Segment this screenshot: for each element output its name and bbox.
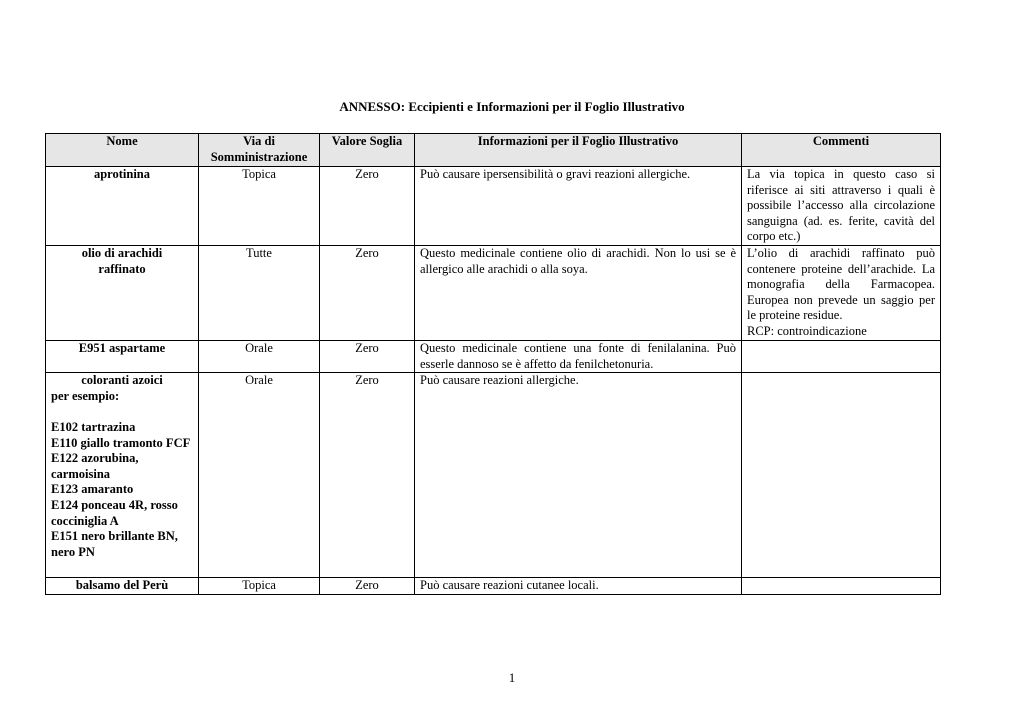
cell-commenti (742, 578, 941, 595)
table-row (46, 167, 941, 246)
cell-commenti (742, 373, 941, 578)
cell-nome (46, 167, 199, 246)
nome-line: olio di arachidi (81, 245, 163, 260)
cell-commenti (742, 245, 941, 340)
cell-info: Questo medicinale contiene olio di arachidi. Non lo usi se è allergico alle arachidi o alla soya. (415, 245, 742, 340)
cell-soglia: Zero (320, 373, 415, 578)
commenti-line: RCP: controindicazione (747, 323, 867, 338)
nome-list-item: E123 amaranto (51, 482, 134, 497)
cell-soglia: Zero (320, 245, 415, 340)
header-via (199, 134, 320, 167)
nome-line: per esempio: (51, 388, 120, 403)
table-row (46, 578, 941, 595)
excipients-table (45, 133, 941, 595)
header-commenti: Commenti (742, 134, 941, 167)
nome-list-item: E124 ponceau 4R, rosso cocciniglia A (51, 497, 178, 528)
nome-line: coloranti azoici (81, 373, 163, 388)
header-via-line2: Somministrazione (210, 149, 308, 164)
nome-line: balsamo del Perù (75, 578, 169, 593)
nome-list-item: E102 tartrazina (51, 419, 136, 434)
cell-info: Può causare reazioni cutanee locali. (415, 578, 742, 595)
commenti-line: La via topica in questo caso si riferisce ai siti attraverso i quali è possibile l’accesso alla circolazione sanguigna (ad. es. ferite, cavità del corpo etc.) (747, 167, 935, 244)
cell-info: Può causare ipersensibilità o gravi reazioni allergiche. (415, 167, 742, 246)
cell-soglia: Zero (320, 340, 415, 372)
cell-nome (46, 340, 199, 372)
header-via-line1: Via di (243, 134, 275, 148)
cell-via: Tutte (199, 245, 320, 340)
table-header-row (46, 134, 941, 167)
cell-nome (46, 578, 199, 595)
header-soglia: Valore Soglia (320, 134, 415, 167)
cell-via: Orale (199, 373, 320, 578)
cell-info: Può causare reazioni allergiche. (415, 373, 742, 578)
nome-line: aprotinina (93, 167, 151, 181)
page-number: 1 (508, 670, 516, 685)
cell-soglia: Zero (320, 167, 415, 246)
nome-list-item: E122 azorubina, carmoisina (51, 451, 139, 481)
cell-commenti (742, 340, 941, 372)
cell-nome (46, 373, 199, 578)
table-row (46, 340, 941, 372)
header-nome: Nome (46, 134, 199, 167)
commenti-line: L’olio di arachidi raffinato può contenere proteine dell’arachide. La monografia della Farmacopea. Europea non prevede un saggio per le proteine residue. (747, 245, 935, 323)
header-info: Informazioni per il Foglio Illustrativo (415, 134, 742, 167)
cell-commenti (742, 167, 941, 246)
cell-via: Topica (199, 167, 320, 246)
cell-info: Questo medicinale contiene una fonte di fenilalanina. Può esserle dannoso se è affetto da fenilchetonuria. (415, 340, 742, 372)
nome-line: raffinato (98, 261, 146, 276)
nome-list-item: E110 giallo tramonto FCF (51, 435, 191, 450)
table-row (46, 245, 941, 340)
nome-list-item: E151 nero brillante BN, nero PN (51, 529, 178, 559)
nome-spacer (51, 404, 193, 420)
document-title: ANNESSO: Eccipienti e Informazioni per il Foglio Illustrativo (339, 99, 685, 114)
nome-line: E951 aspartame (78, 340, 166, 355)
table-row (46, 373, 941, 578)
cell-nome (46, 245, 199, 340)
cell-via: Orale (199, 340, 320, 372)
cell-soglia: Zero (320, 578, 415, 595)
cell-via: Topica (199, 578, 320, 595)
